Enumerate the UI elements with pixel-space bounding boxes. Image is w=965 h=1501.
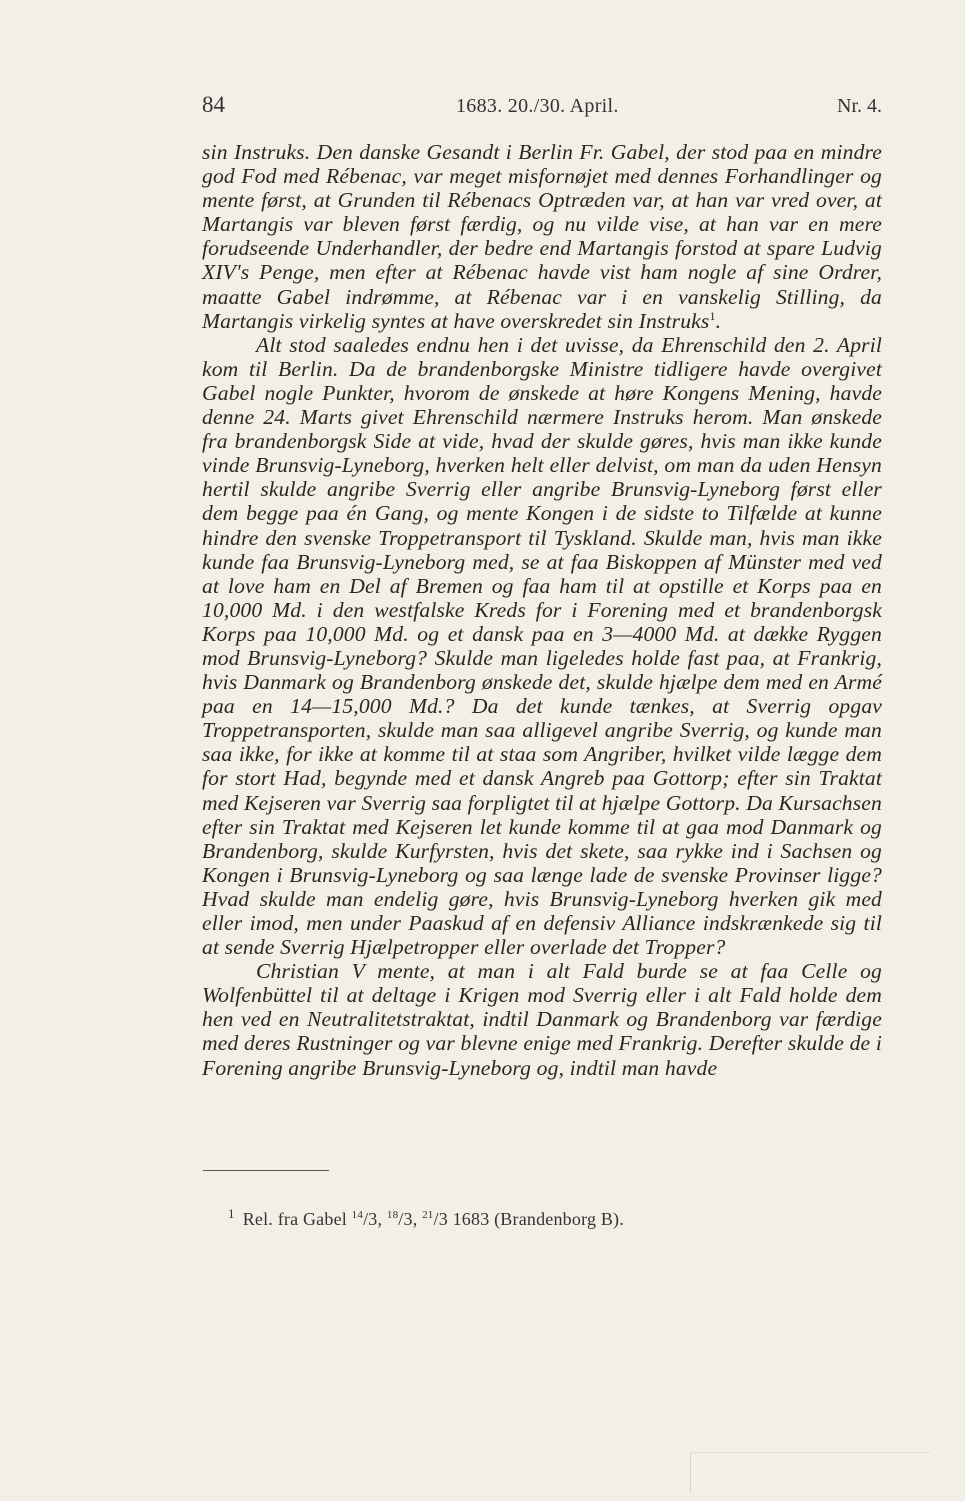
header-issue-number: Nr. 4. bbox=[837, 95, 882, 117]
paragraph-1 bbox=[202, 140, 882, 333]
footnote-date-1-den: /3 bbox=[363, 1209, 378, 1229]
footnote-text-b: 1683 (Brandenborg B). bbox=[447, 1209, 624, 1229]
footnote-date-3-den: /3 bbox=[433, 1209, 448, 1229]
page-edge-mark bbox=[690, 1452, 931, 1493]
footnote-date-2-den: /3 bbox=[398, 1209, 413, 1229]
paragraph-3: Christian V mente, at man i alt Fald burde se at faa Celle og Wolfenbüttel til at deltage i Krigen mod Sverrig eller i alt Fald holde dem hen ved en Neutralitetstraktat, indtil Danmark og Brandenborg var færdige med deres Rustninger og var blevne enige med Frankrig. Derefter skulde de i Forening angribe Brunsvig-Lyneborg og, indtil man havde bbox=[202, 959, 882, 1080]
footnote-date-2-num: 18 bbox=[386, 1209, 399, 1221]
header-date: 1683. 20./30. April. bbox=[456, 95, 619, 117]
page-number: 84 bbox=[202, 92, 225, 117]
running-header bbox=[202, 92, 882, 126]
footnote-date-1-num: 14 bbox=[351, 1209, 364, 1221]
footnote-divider bbox=[203, 1170, 329, 1171]
footnote: $^1$ Rel. fra Gabel $^{14}$/3, $^{18}$/3, $^{21}$/3 1683 (Brandenborg B). bbox=[228, 1206, 624, 1229]
footnote-text-a: Rel. fra Gabel bbox=[242, 1209, 352, 1229]
footnote-reference[interactable]: 1 bbox=[709, 308, 716, 323]
paragraph-1-end: . bbox=[715, 308, 722, 333]
paragraph-2: Alt stod saaledes endnu hen i det uvisse, da Ehrenschild den 2. April kom til Berlin. Da de brandenborgske Ministre tidligere havde overgivet Gabel nogle Punkter, hvorom de ønskede at høre Kongens Mening, havde denne 24. Marts givet Ehrenschild nærmere Instruks herom. Man ønskede fra brandenborgsk Side at vide, hvad der skulde gøres, hvis man ikke kunde vinde Brunsvig-Lyneborg, hverken helt eller delvist, om man da uden Hensyn hertil skulde angribe Sverrig eller angribe Brunsvig-Lyneborg først eller dem begge paa én Gang, og mente Kongen i de sidste to Tilfælde at kunne hindre den svenske Troppetransport til Tyskland. Skulde man, hvis man ikke kunde faa Brunsvig-Lyneborg med, se at faa Biskoppen af Münster med ved at love ham en Del af Bremen og faa ham til at opstille et Korps paa en 10,000 Md. i den westfalske Kreds for i Forening med et brandenborgsk Korps paa 10,000 Md. og et dansk paa en 3—4000 Md. at dække Ryggen mod Brunsvig-Lyneborg? Skulde man ligeledes holde fast paa, at Frankrig, hvis Danmark og Brandenborg ønskede det, skulde hjælpe dem med en Armé paa en 14—15,000 Md.? Da det kunde tænkes, at Sverrig opgav Troppetransporten, skulde man saa alligevel angribe Sverrig, og kunde man saa ikke, for ikke at komme til at staa som Angriber, hvilket vilde lægge dem for stort Had, begynde med et dansk Angreb paa Gottorp; efter sin Traktat med Kejseren var Sverrig saa forpligtet til at hjælpe Gottorp. Da Kursachsen efter sin Traktat med Kejseren let kunde komme til at gaa mod Danmark og Brandenborg, skulde Kurfyrsten, hvis det skete, saa rykke ind i Sachsen og Kongen i Brunsvig-Lyneborg og saa længe lade de svenske Provinser ligge? Hvad skulde man endelig gøre, hvis Brunsvig-Lyneborg hverken gik med eller imod, men under Paaskud af en defensiv Alliance indskrænkede sig til at sende Sverrig Hjælpetropper eller overlade det Tropper? bbox=[202, 332, 882, 960]
paragraph-1-text: sin Instruks. Den danske Gesandt i Berlin Fr. Gabel, der stod paa en mindre god Fod med Rébenac, var meget misfornøjet med dennes Forhandlinger og mente først, at Grunden til Rébenacs Optræden var, at han var vred over, at Martangis var bleven først færdig, og nu vilde vise, at han var en mere forudseende Underhandler, der bedre end Martangis forstod at spare Ludvig XIV's Penge, men efter at Rébenac havde vist ham nogle af sine Ordrer, maatte Gabel indrømme, at Rébenac var i en vanskelig Stilling, da Martangis virkelig syntes at have overskredet sin Instruks bbox=[202, 140, 882, 333]
footnote-date-3-num: 21 bbox=[422, 1209, 434, 1221]
main-text bbox=[202, 140, 882, 1080]
footnote-number: 1 bbox=[228, 1206, 235, 1221]
